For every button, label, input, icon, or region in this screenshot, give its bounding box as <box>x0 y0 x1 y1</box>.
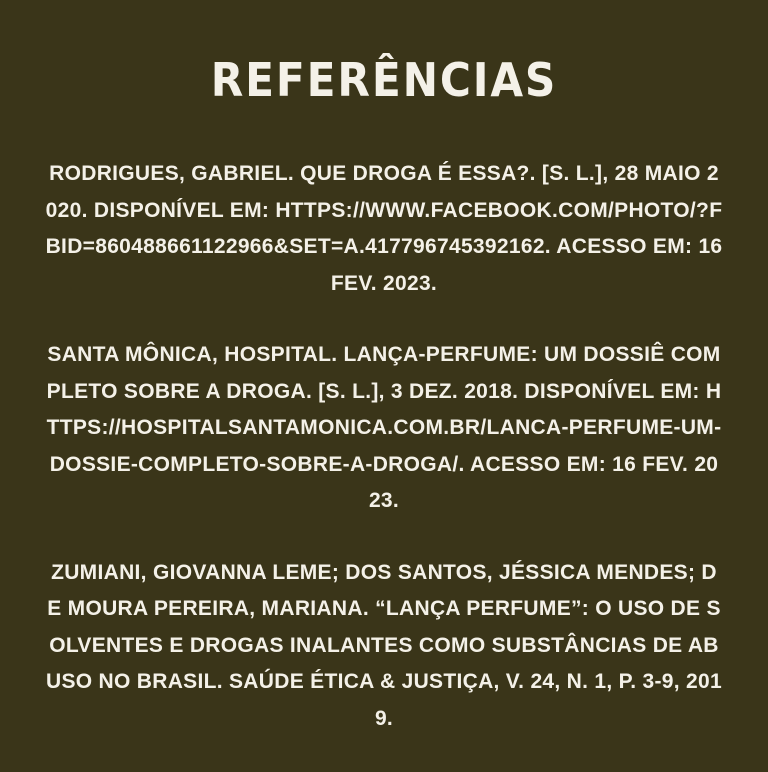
page-title: REFERÊNCIAS <box>210 53 558 107</box>
reference-item: SANTA MÔNICA, HOSPITAL. LANÇA-PERFUME: UM DOSSIÊ COMPLETO SOBRE A DROGA. [S. L.], 3 DEZ. 2018. DISPONÍVEL EM: HTTPS://HOSPITALSANTAMONICA.COM.BR/LANCA-PERFUME-UM-DOSSIE-COMPLETO-SOBRE-A-DROGA/. ACESSO EM: 16 FEV. 2023. <box>46 343 722 512</box>
reference-item: RODRIGUES, GABRIEL. QUE DROGA É ESSA?. [S. L.], 28 MAIO 2020. DISPONÍVEL EM: HTTPS://WWW.FACEBOOK.COM/PHOTO/?FBID=860488661122966&SET=A.417796745392162. ACESSO EM: 16 FEV. 2023. <box>45 162 723 295</box>
reference-list <box>44 156 724 772</box>
reference-item: ZUMIANI, GIOVANNA LEME; DOS SANTOS, JÉSSICA MENDES; DE MOURA PEREIRA, MARIANA. “LANÇA PERFUME”: O USO DE SOLVENTES E DROGAS INALANTES COMO SUBSTÂNCIAS DE ABUSO NO BRASIL. SAÚDE ÉTICA & JUSTIÇA, V. 24, N. 1, P. 3-9, 2019. <box>45 560 722 730</box>
